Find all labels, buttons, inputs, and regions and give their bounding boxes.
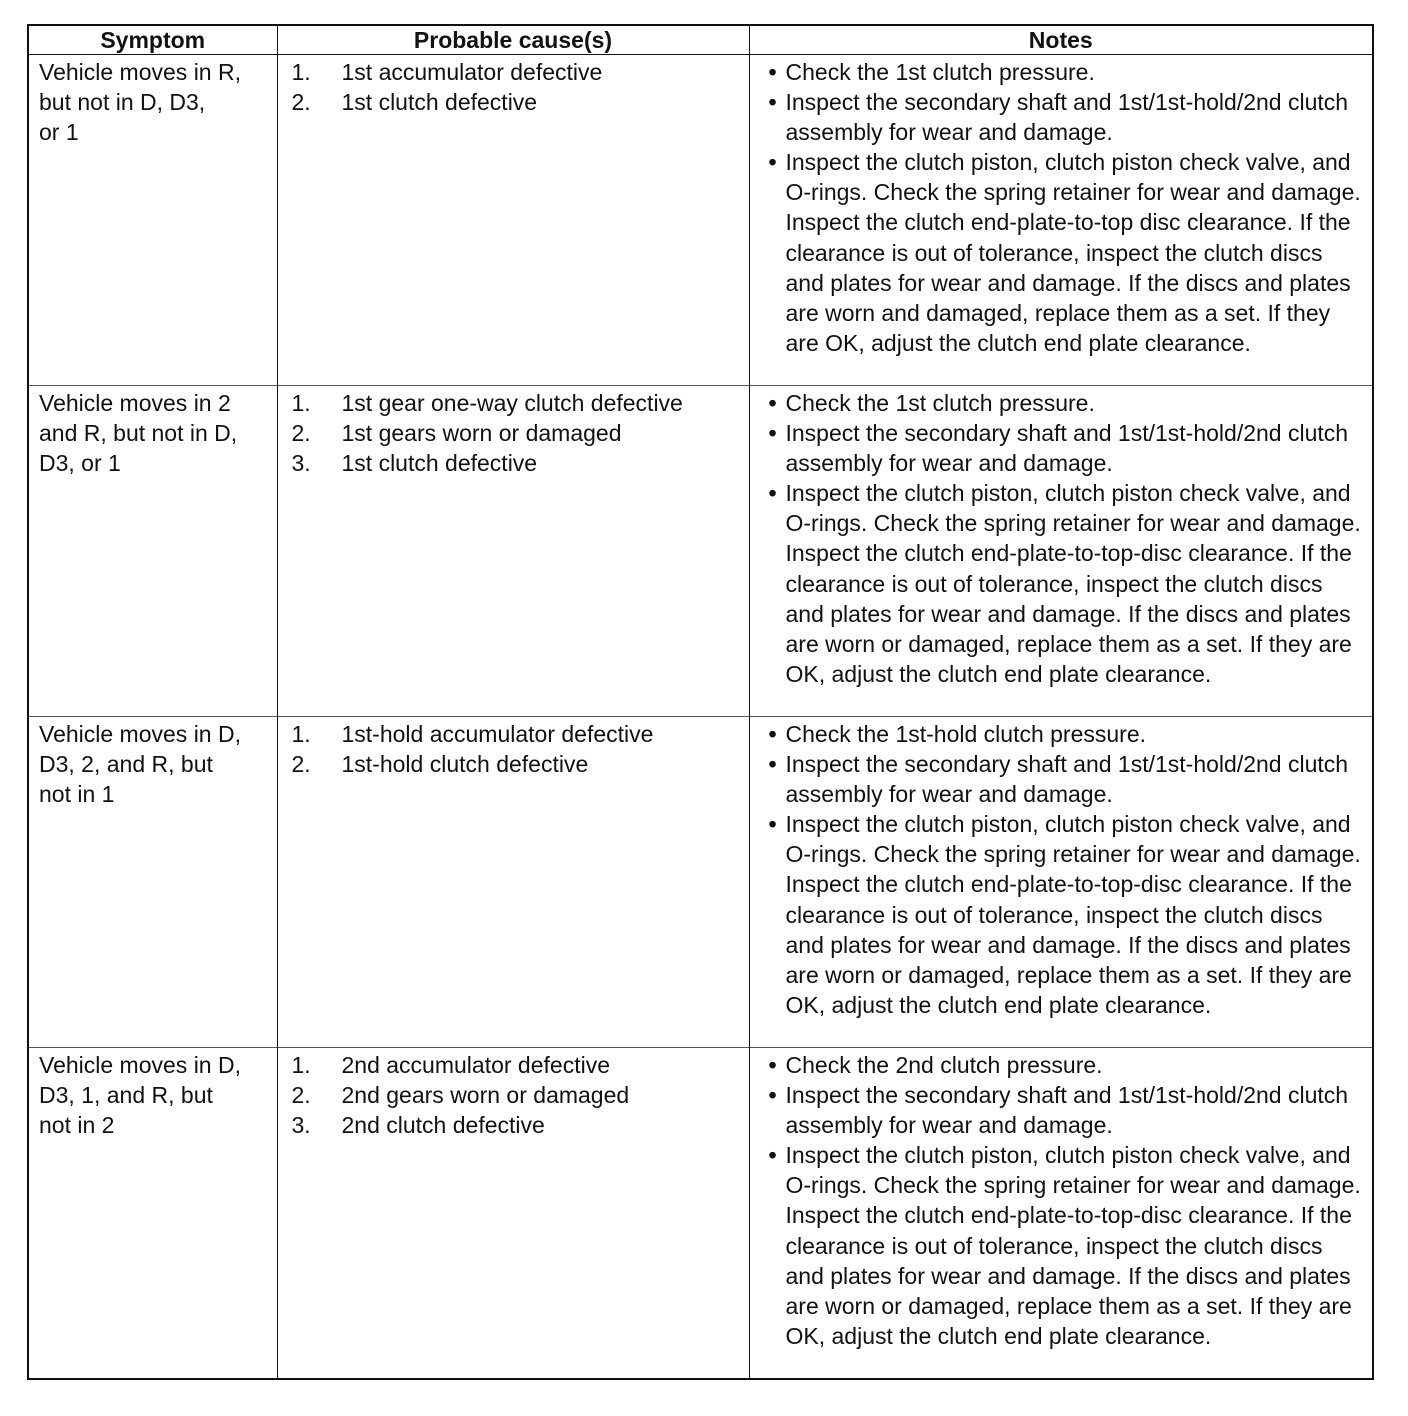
notes-cell [749,717,1373,1048]
note-item [760,1140,1367,1351]
cause-text: 1st clutch defective [341,450,538,477]
table-row [28,55,1373,386]
header-probable-causes: Probable cause(s) [277,25,749,55]
cause-number: 2. [291,751,311,778]
note-list [760,57,1367,358]
note-list [760,388,1367,689]
header-notes: Notes [749,25,1373,55]
cause-item [288,57,743,87]
bullet-icon: • [768,1082,777,1109]
cause-number: 1. [291,1052,311,1078]
note-list [760,719,1367,1020]
bullet-icon: • [768,1052,777,1078]
cause-item [288,1080,743,1110]
bullet-icon: • [768,89,777,116]
note-item [760,478,1367,689]
note-item [760,1050,1367,1080]
bullet-icon: • [768,721,777,747]
symptom-text: Vehicle moves in R, but not in D, D3, or 1 [39,59,241,146]
table-row [28,1048,1373,1379]
bullet-icon: • [768,1142,777,1169]
cause-number: 2. [291,89,311,116]
note-item [760,418,1367,478]
cause-text: 1st-hold clutch defective [341,751,589,778]
symptom-cell [28,386,277,717]
bullet-icon: • [768,480,777,507]
cause-text: 2nd gears worn or damaged [341,1082,630,1109]
cause-number: 3. [291,450,311,477]
cause-item [288,388,743,418]
bullet-icon: • [768,149,777,176]
troubleshooting-table [27,24,1374,1380]
cause-text: 2nd clutch defective [341,1112,545,1139]
cause-text: 1st accumulator defective [341,59,603,85]
cause-text: 1st-hold accumulator defective [341,721,654,747]
cause-text: 2nd accumulator defective [341,1052,610,1078]
note-text: Inspect the secondary shaft and 1st/1st-hold/2nd clutch assembly for wear and damage. [785,1082,1349,1139]
note-item [760,719,1367,749]
note-item [760,749,1367,809]
note-text: Inspect the clutch piston, clutch piston check valve, and O-rings. Check the spring retainer for wear and damage. Inspect the clutch end-plate-to-top-disc clearance. If the clearance is out of tolerance, inspect the clutch discs and plates for wear and damage. If the discs and plates are worn or damaged, replace them as a set. If they are OK, adjust the clutch end plate clearance. [785,1142,1361,1349]
cause-text: 1st gear one-way clutch defective [341,390,683,416]
notes-cell [749,386,1373,717]
note-item [760,87,1367,147]
note-text: Inspect the secondary shaft and 1st/1st-hold/2nd clutch assembly for wear and damage. [785,420,1349,477]
cause-text: 1st clutch defective [341,89,538,116]
symptom-cell [28,55,277,386]
bullet-icon: • [768,811,777,838]
table-row [28,717,1373,1048]
table-body [28,55,1373,1379]
cause-number: 2. [291,420,311,447]
causes-cell [277,1048,749,1379]
cause-item [288,749,743,779]
header-row [28,25,1373,55]
note-text: Inspect the clutch piston, clutch piston check valve, and O-rings. Check the spring retainer for wear and damage. Inspect the clutch end-plate-to-top disc clearance. If the clearance is out of tolerance, inspect the clutch discs and plates for wear and damage. If the discs and plates are worn and damaged, replace them as a set. If they are OK, adjust the clutch end plate clearance. [785,149,1361,356]
cause-item [288,448,743,478]
bullet-icon: • [768,751,777,778]
note-item [760,147,1367,358]
cause-list [288,388,743,478]
cause-number: 3. [291,1112,311,1139]
cause-item [288,87,743,117]
note-text: Inspect the clutch piston, clutch piston check valve, and O-rings. Check the spring retainer for wear and damage. Inspect the clutch end-plate-to-top-disc clearance. If the clearance is out of tolerance, inspect the clutch discs and plates for wear and damage. If the discs and plates are worn or damaged, replace them as a set. If they are OK, adjust the clutch end plate clearance. [785,480,1361,687]
header-symptom: Symptom [28,25,277,55]
note-text: Check the 2nd clutch pressure. [785,1052,1103,1078]
cause-text: 1st gears worn or damaged [341,420,622,447]
note-text: Check the 1st-hold clutch pressure. [785,721,1147,747]
note-item [760,57,1367,87]
notes-cell [749,55,1373,386]
cause-item [288,1050,743,1080]
cause-item [288,1110,743,1140]
note-list [760,1050,1367,1351]
cause-number: 1. [291,59,311,85]
note-text: Check the 1st clutch pressure. [785,59,1095,85]
cause-list [288,1050,743,1140]
note-text: Inspect the secondary shaft and 1st/1st-hold/2nd clutch assembly for wear and damage. [785,751,1349,808]
causes-cell [277,717,749,1048]
cause-number: 1. [291,390,311,416]
symptom-cell [28,717,277,1048]
symptom-cell [28,1048,277,1379]
cause-number: 1. [291,721,311,747]
note-item [760,1080,1367,1140]
bullet-icon: • [768,59,777,85]
bullet-icon: • [768,420,777,447]
note-item [760,388,1367,418]
table-header [28,25,1373,55]
causes-cell [277,55,749,386]
notes-cell [749,1048,1373,1379]
cause-list [288,719,743,779]
causes-cell [277,386,749,717]
symptom-text: Vehicle moves in 2 and R, but not in D, D3, or 1 [39,390,238,477]
bullet-icon: • [768,390,777,416]
note-text: Check the 1st clutch pressure. [785,390,1095,416]
symptom-text: Vehicle moves in D, D3, 2, and R, but not in 1 [39,721,241,808]
symptom-text: Vehicle moves in D, D3, 1, and R, but not in 2 [39,1052,241,1139]
cause-list [288,57,743,117]
cause-item [288,418,743,448]
cause-number: 2. [291,1082,311,1109]
note-text: Inspect the secondary shaft and 1st/1st-hold/2nd clutch assembly for wear and damage. [785,89,1349,146]
note-text: Inspect the clutch piston, clutch piston check valve, and O-rings. Check the spring retainer for wear and damage. Inspect the clutch end-plate-to-top-disc clearance. If the clearance is out of tolerance, inspect the clutch discs and plates for wear and damage. If the discs and plates are worn or damaged, replace them as a set. If they are OK, adjust the clutch end plate clearance. [785,811,1361,1018]
note-item [760,809,1367,1020]
table-row [28,386,1373,717]
cause-item [288,719,743,749]
